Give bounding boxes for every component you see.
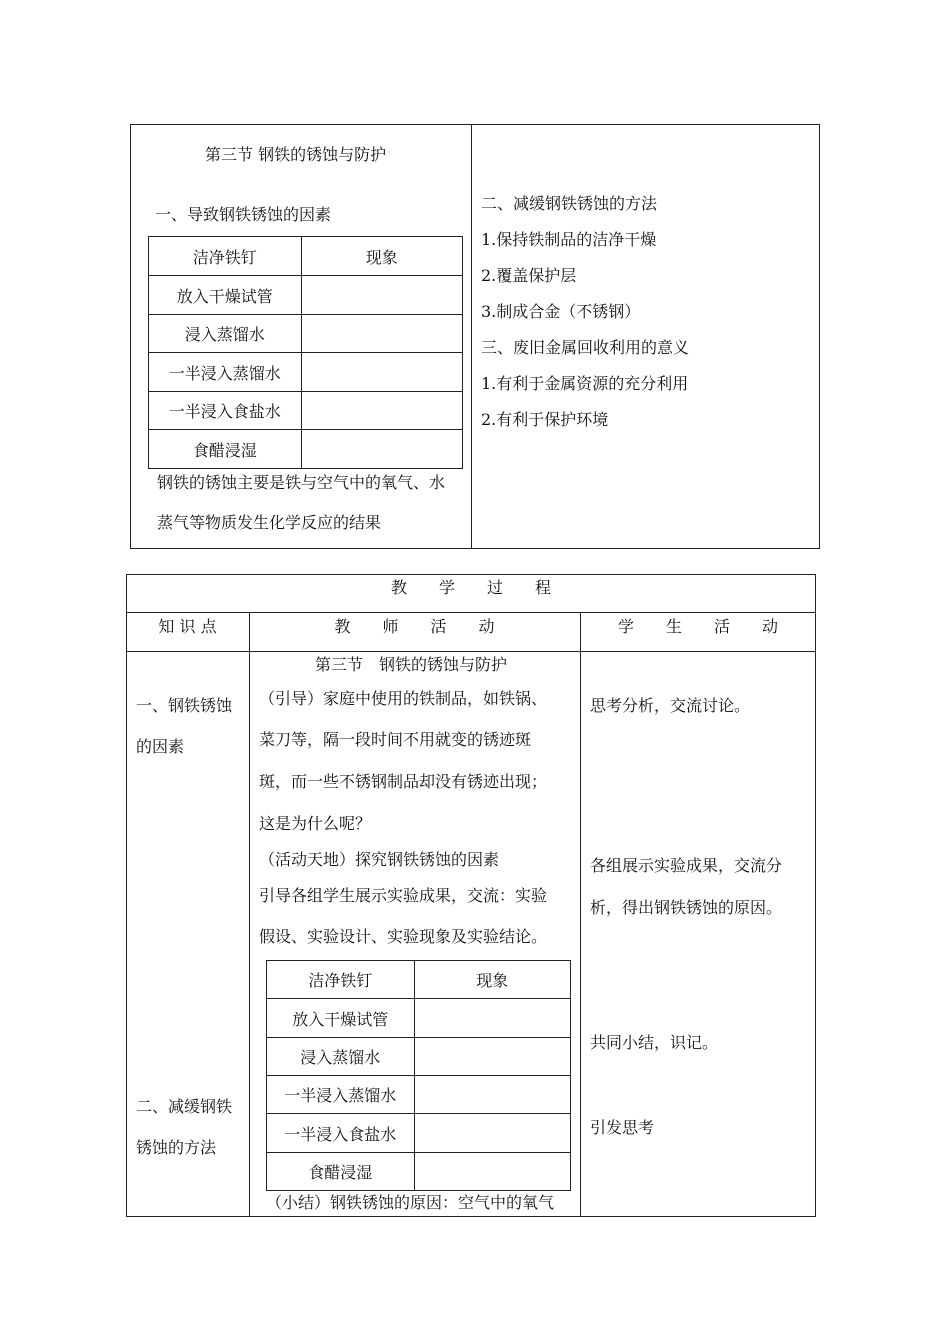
board-title: 第三节 钢铁的锈蚀与防护	[205, 145, 387, 164]
table-cell-empty	[301, 315, 462, 353]
teacher-line: 斑，而一些不锈钢制品却没有锈迹出现；	[259, 772, 548, 791]
table-row-label: 食醋浸湿	[149, 430, 302, 469]
board-right-line: 1.保持铁制品的洁净干燥	[481, 230, 657, 249]
table-cell-empty	[414, 1076, 570, 1114]
teacher-line: 这是为什么呢？	[259, 814, 372, 833]
teacher-line: （活动天地）探究钢铁锈蚀的因素	[259, 850, 500, 869]
teacher-section-title: 第三节 钢铁的锈蚀与防护	[315, 655, 508, 674]
student-activity-4: 引发思考	[590, 1118, 655, 1137]
student-activity-1: 思考分析，交流讨论。	[590, 696, 751, 715]
knowledge-point-2-line1: 二、减缓钢铁	[136, 1097, 233, 1116]
process-title: 教 学 过 程	[390, 578, 551, 597]
board-conclusion-line1: 钢铁的锈蚀主要是铁与空气中的氧气、水	[157, 473, 446, 492]
knowledge-point-1-line1: 一、钢铁锈蚀	[136, 696, 233, 715]
teacher-line: 假设、实验设计、实验现象及实验结论。	[259, 927, 548, 946]
table-header-nail: 洁净铁钉	[149, 237, 302, 276]
teacher-line: 菜刀等，隔一段时间不用就变的锈迹斑	[259, 730, 532, 749]
student-activity-2-line1: 各组展示实验成果，交流分	[590, 856, 783, 875]
table-cell-empty	[301, 276, 462, 315]
teacher-line: （引导）家庭中使用的铁制品，如铁锅、	[259, 689, 548, 708]
process-header-divider	[126, 651, 816, 652]
board-divider	[471, 124, 472, 549]
process-col-divider-2	[580, 612, 581, 1217]
table-header-phenomenon: 现象	[414, 961, 570, 999]
teacher-summary: （小结）钢铁锈蚀的原因：空气中的氧气	[266, 1193, 555, 1212]
board-right-line: 1.有利于金属资源的充分利用	[481, 374, 689, 393]
board-right-line: 3.制成合金（不锈钢）	[481, 302, 641, 321]
board-right-line: 二、减缓钢铁锈蚀的方法	[481, 194, 658, 213]
col-header-student: 学 生 活 动	[617, 617, 778, 636]
table-row-label: 一半浸入蒸馏水	[267, 1076, 415, 1114]
table-row-label: 浸入蒸馏水	[267, 1038, 415, 1076]
knowledge-point-2-line2: 锈蚀的方法	[136, 1138, 217, 1157]
table-row-label: 一半浸入食盐水	[267, 1114, 415, 1153]
teacher-experiment-table	[266, 960, 571, 1191]
student-activity-3: 共同小结，识记。	[590, 1033, 719, 1052]
student-activity-2-line2: 析，得出钢铁锈蚀的原因。	[590, 898, 783, 917]
table-cell-empty	[414, 1038, 570, 1076]
table-cell-empty	[301, 353, 462, 392]
col-header-knowledge: 知 识 点	[158, 617, 217, 636]
table-cell-empty	[414, 1153, 570, 1191]
table-row-label: 食醋浸湿	[267, 1153, 415, 1191]
board-right-line: 2.覆盖保护层	[481, 266, 577, 285]
teacher-line: 引导各组学生展示实验成果，交流：实验	[259, 886, 548, 905]
col-header-teacher: 教 师 活 动	[334, 617, 495, 636]
table-row-label: 浸入蒸馏水	[149, 315, 302, 353]
board-heading-causes: 一、导致钢铁锈蚀的因素	[155, 205, 332, 224]
table-cell-empty	[414, 999, 570, 1038]
board-experiment-table	[148, 236, 463, 469]
table-cell-empty	[414, 1114, 570, 1153]
process-col-divider-1	[249, 612, 250, 1217]
knowledge-point-1-line2: 的因素	[136, 737, 185, 756]
table-row-label: 放入干燥试管	[149, 276, 302, 315]
board-conclusion-line2: 蒸气等物质发生化学反应的结果	[157, 513, 382, 532]
table-cell-empty	[301, 430, 462, 469]
table-header-phenomenon: 现象	[301, 237, 462, 276]
table-row-label: 放入干燥试管	[267, 999, 415, 1038]
table-header-nail: 洁净铁钉	[267, 961, 415, 999]
board-right-line: 三、废旧金属回收利用的意义	[481, 338, 690, 357]
table-row-label: 一半浸入蒸馏水	[149, 353, 302, 392]
process-title-divider	[126, 612, 816, 613]
board-right-line: 2.有利于保护环境	[481, 410, 609, 429]
table-cell-empty	[301, 392, 462, 430]
table-row-label: 一半浸入食盐水	[149, 392, 302, 430]
